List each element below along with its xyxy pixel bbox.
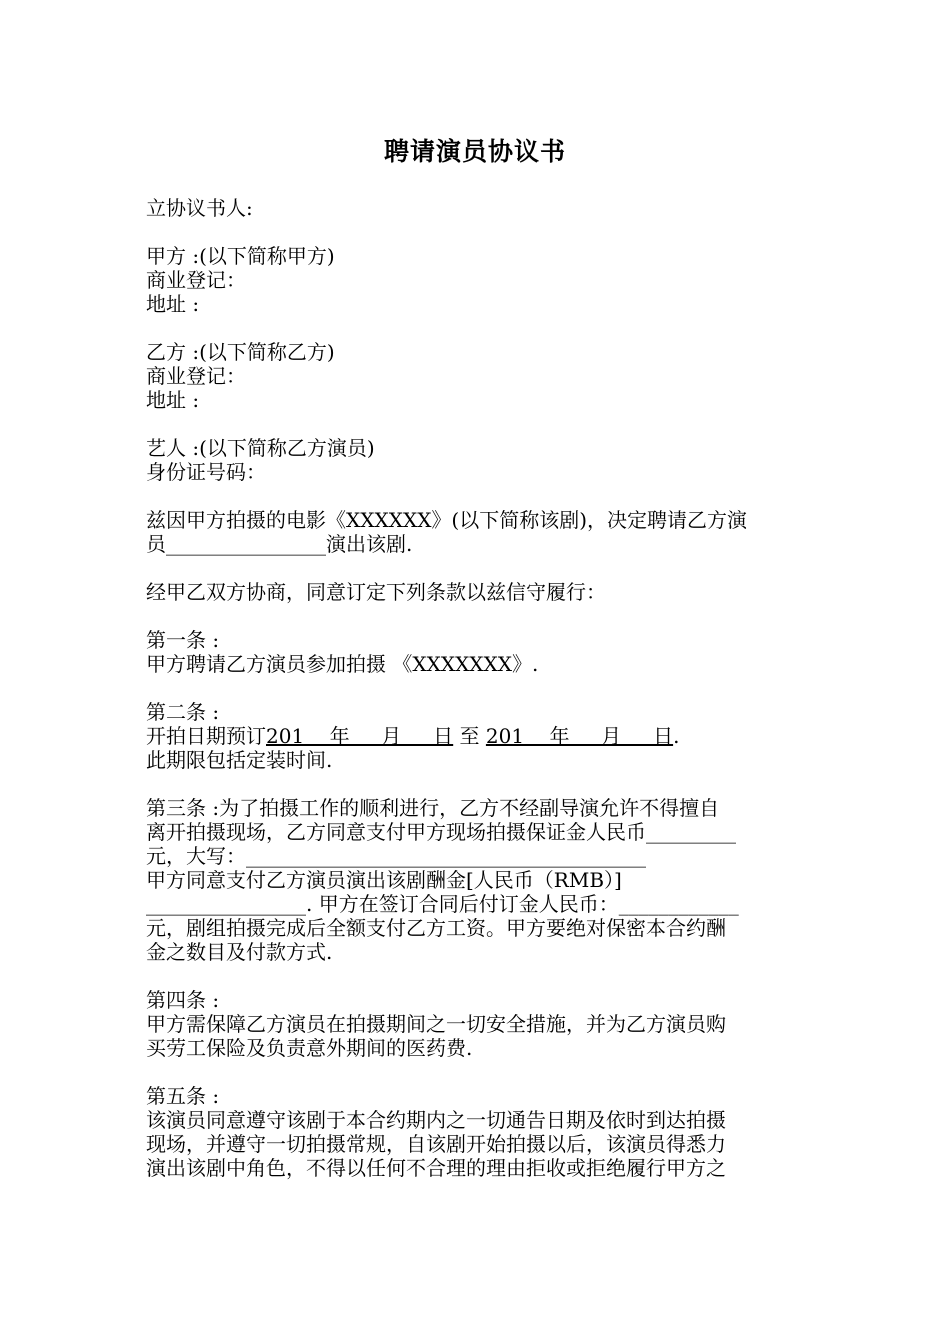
artist-id-number: 身份证号码： xyxy=(146,460,266,484)
party-b-address: 地址 : xyxy=(146,388,200,412)
party-a-registration: 商业登记： xyxy=(146,268,246,292)
document-title: 聘请演员协议书 xyxy=(383,137,566,166)
article-1-heading: 第一条 : xyxy=(146,628,220,652)
article-2-dates: 开拍日期预订201 年 月 日 至 201 年 月 日. xyxy=(146,724,680,748)
start-date-field: 201 年 月 日 xyxy=(266,724,454,748)
article-3-line-3: 元，大写：________________________________________ xyxy=(146,844,646,868)
article-3-line-2: 离开拍摄现场，乙方同意支付甲方现场拍摄保证金人民币_________ xyxy=(146,820,736,844)
deposit-amount-blank: _________ xyxy=(646,820,736,844)
article-3-line-6: 元，剧组拍摄完成后全额支付乙方工资。甲方要绝对保密本合约酬 xyxy=(146,916,726,940)
reason-line-2: 员________________演出该剧. xyxy=(146,532,413,556)
article-3-line-5: ________________. 甲方在签订合同后付订金人民币：____________ xyxy=(146,892,739,916)
article-4-line-1: 甲方需保障乙方演员在拍摄期间之一切安全措施，并为乙方演员购 xyxy=(146,1012,726,1036)
article-1-body: 甲方聘请乙方演员参加拍摄 《XXXXXXX》. xyxy=(146,652,539,676)
amount-in-words-blank: ________________________________________ xyxy=(246,844,646,868)
article-4-line-2: 买劳工保险及负责意外期间的医药费. xyxy=(146,1036,473,1060)
document-body xyxy=(146,196,811,1180)
article-5-heading: 第五条 : xyxy=(146,1084,220,1108)
article-4-heading: 第四条 : xyxy=(146,988,220,1012)
party-a-line: 甲方 :(以下简称甲方) xyxy=(146,244,335,268)
party-b-line: 乙方 :(以下简称乙方) xyxy=(146,340,335,364)
article-2-note: 此期限包括定装时间. xyxy=(146,748,333,772)
fee-amount-blank: ________________ xyxy=(146,892,306,916)
article-2-heading: 第二条 : xyxy=(146,700,220,724)
reason-line-1: 兹因甲方拍摄的电影《XXXXXX》(以下简称该剧)，决定聘请乙方演 xyxy=(146,508,748,532)
advance-payment-blank: ____________ xyxy=(618,892,739,916)
article-3-line-1: 第三条 :为了拍摄工作的顺利进行，乙方不经副导演允许不得擅自 xyxy=(146,796,720,820)
artist-line: 艺人 :(以下简称乙方演员) xyxy=(146,436,375,460)
end-date-field: 201 年 月 日 xyxy=(485,724,674,748)
intro-line: 立协议书人: xyxy=(146,196,253,220)
article-5-line-2: 现场，并遵守一切拍摄常规，自该剧开始拍摄以后，该演员得悉力 xyxy=(146,1132,726,1156)
party-a-address: 地址 : xyxy=(146,292,200,316)
article-3-line-7: 金之数目及付款方式. xyxy=(146,940,333,964)
article-5-line-3: 演出该剧中角色，不得以任何不合理的理由拒收或拒绝履行甲方之 xyxy=(146,1156,726,1180)
actor-name-blank: ________________ xyxy=(166,532,326,556)
article-3-line-4: 甲方同意支付乙方演员演出该剧酬金[人民币（RMB）] xyxy=(146,868,622,892)
agreement-statement: 经甲乙双方协商，同意订定下列条款以兹信守履行： xyxy=(146,580,606,604)
party-b-registration: 商业登记： xyxy=(146,364,246,388)
article-5-line-1: 该演员同意遵守该剧于本合约期内之一切通告日期及依时到达拍摄 xyxy=(146,1108,726,1132)
